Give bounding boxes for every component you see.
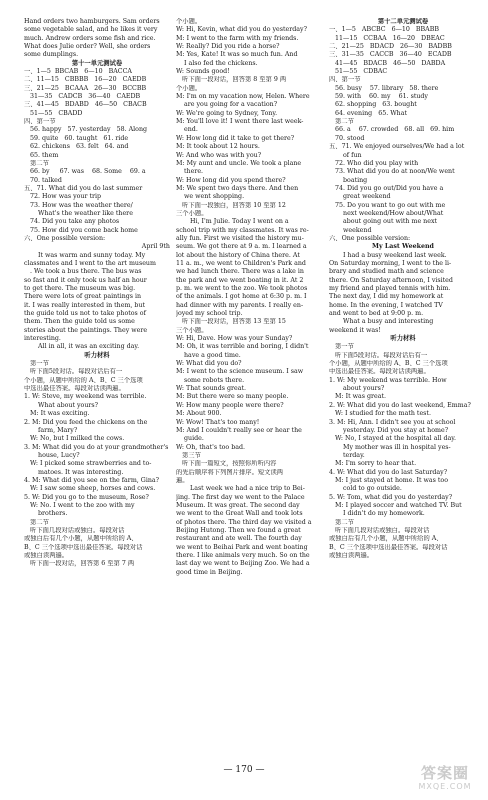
section-heading: 第十一单元测试卷 — [71, 59, 123, 67]
text-line: lot about the history of China there. At — [176, 251, 300, 259]
text-line: I didn't do my homework. — [329, 510, 425, 518]
text-line: I had a busy weekend last week. — [329, 251, 447, 259]
text-line: W: How many people were there? — [176, 401, 284, 409]
text-line: 遍。 — [176, 476, 189, 484]
text-line: 73. How was the weather there/ — [24, 201, 133, 209]
text-line: W: Really? Did you ride a horse? — [176, 43, 280, 51]
text-line: 73. What did you do at noon/We went — [329, 168, 455, 176]
text-line: we had lunch there. There was a lake in — [176, 268, 304, 276]
text-line: about going out with me next — [329, 218, 438, 226]
text-line: 或独白读两遍。 — [329, 552, 374, 559]
text-line: Last week we had a nice trip to Bei- — [176, 485, 305, 493]
text-line: 二、21—25 BDACD 26—30 BADBB — [329, 43, 452, 51]
text-line: What a busy and interesting — [329, 318, 434, 326]
text-line: All in all, it was an exciting day. — [24, 343, 140, 351]
text-line: of the animals. I got home at 6:30 p. m. I — [176, 293, 307, 301]
text-line: W: I saw some sheep, horses and cows. — [24, 485, 156, 493]
text-line: boating — [329, 176, 368, 184]
text-line: 三、21—25 BCAAA 26—30 BCCBB — [24, 84, 147, 92]
text-line: 一、1—5 BBCAB 6—10 BACCA — [24, 68, 132, 76]
text-line: 第三节 — [176, 451, 201, 459]
text-line: Beijing Hutong. Then we found a great — [176, 526, 301, 534]
text-line: about yours? — [329, 385, 385, 393]
text-line: 第二节 — [24, 159, 49, 167]
text-line: 56. happy 57. yesterday 58. Along — [24, 126, 148, 134]
section-heading: 第十二单元测试卷 — [377, 18, 429, 25]
text-line: house, Lucy? — [24, 451, 80, 459]
text-line: What does Julie order? Well, she orders — [24, 43, 151, 51]
text-line: 62. shopping 63. bought — [329, 101, 417, 109]
text-line: M: We spent two days there. And then — [176, 184, 299, 192]
text-line: 中选出最佳答案。每段对话读两遍。 — [24, 385, 125, 393]
text-line: W: Hi, Kevin, what did you do yesterday? — [176, 26, 307, 34]
text-line: 59. quite 60. taught 61. ride — [24, 134, 129, 142]
text-line: M: I'm sorry to hear that. — [329, 460, 417, 468]
text-line: 听下面几段对话或独白。每段对话 — [24, 526, 125, 534]
text-line: 66. a 67. crowded 68. all 69. him — [329, 126, 455, 134]
text-line: some dumplings. — [24, 51, 79, 59]
text-line: W: How long did you spend there? — [176, 176, 286, 184]
text-line: 第二节 — [329, 118, 354, 126]
text-line: On Saturday morning, I went to the li- — [329, 259, 452, 267]
text-line: 第二节 — [24, 518, 49, 526]
text-line: 65. them — [24, 151, 59, 159]
text-line: interesting. — [24, 335, 61, 343]
text-line: W: I studied for the math test. — [329, 410, 431, 418]
text-line: 第一节 — [329, 343, 354, 351]
text-line: W: No, I stayed at the hospital all day. — [329, 435, 456, 443]
text-line: the park and we went boating in it. At 2 — [176, 276, 304, 284]
text-line: 11—15 CCBAA 16—20 DBEAC — [329, 34, 445, 42]
text-line: 1. W: My weekend was terrible. How — [329, 376, 447, 384]
text-line: 五、71. What did you do last summer — [24, 184, 143, 192]
text-line: we went to Beihai Park and went boating — [176, 543, 308, 551]
text-line: 听下面一段对话，回答第 6 至第 7 两 — [24, 560, 135, 568]
watermark-logo — [408, 764, 482, 794]
text-line: 64. evening 65. What — [329, 109, 408, 117]
text-line: restaurant and ate well. The fourth day — [176, 535, 302, 543]
section-banner: 听力材料 — [84, 351, 110, 359]
text-line: Hi, I'm Julie. Today I went on a — [176, 218, 289, 226]
text-line: W: Hi, Dave. How was your Sunday? — [176, 335, 293, 343]
text-line: M: I'm on my vacation now, Helen. Where — [176, 93, 310, 101]
text-line: brary and studied math and science — [329, 268, 444, 276]
column-left — [24, 18, 170, 758]
text-line: 三个小题。 — [176, 326, 208, 334]
text-line: M: About 900. — [176, 410, 222, 418]
text-line: 2. M: Did you feed the chickens on the — [24, 418, 148, 426]
section-heading: My Last Weekend — [372, 243, 434, 251]
text-line: 个小题。 — [176, 84, 202, 92]
text-line: M: It was great. — [329, 393, 387, 401]
text-line: so fast and it only took us half an hour — [24, 276, 147, 284]
text-line: 个小题。 — [176, 18, 202, 25]
text-line: W: No, but I milked the cows. — [24, 435, 125, 443]
text-line: 或独白后有几个小题，从题中所给的 A、 — [24, 535, 138, 543]
text-line: matoes. It was interesting. — [24, 468, 124, 476]
text-line: 第一节 — [24, 360, 49, 368]
text-line: 5. W: Tom, what did you do yesterday? — [329, 493, 453, 501]
text-line: 的先后顺序将下列图片排序。短文读两 — [176, 468, 284, 476]
text-line: 66. by 67. was 68. Some 69. a — [24, 168, 146, 176]
text-line: 第二节 — [329, 518, 354, 526]
text-line: 六、One possible version: — [329, 234, 411, 242]
text-line: of photos there. The third day we visited a — [176, 518, 312, 526]
text-line: them. Then the guide told us some — [24, 318, 135, 326]
text-line: farm, Mary? — [24, 426, 78, 434]
text-line: yesterday. Did you stay at home? — [329, 426, 449, 434]
text-line: seum. We got there at 9 a. m. I learned a — [176, 243, 307, 251]
text-line: W: Wow! That's too many! — [176, 418, 260, 426]
text-line: M: Oh, it was terrible and boring, I didn't — [176, 343, 309, 351]
text-line: 56. busy 57. library 58. there — [329, 84, 439, 92]
text-line: 51—55 CDBAC — [329, 68, 388, 76]
text-line: 72. How was your trip — [24, 193, 102, 201]
text-line: cold to go outside. — [329, 485, 402, 493]
text-line: 75. How did you come back home — [24, 226, 138, 234]
text-line: 4. W: What did you do last Saturday? — [329, 468, 448, 476]
text-line: 或独白读两遍。 — [24, 552, 69, 559]
text-line: 个小题，从题中所给的 A、B、C 三个选项 — [24, 376, 143, 384]
text-line: M: I played soccer and watched TV. But — [329, 501, 462, 509]
text-line: ally fun. First we visited the history mu- — [176, 234, 304, 242]
column-right — [329, 18, 477, 758]
text-line: p. m. we went to the zoo. We took photos — [176, 285, 308, 292]
text-line: W: I picked some strawberries and to- — [24, 460, 152, 468]
text-line: home. In the evening, I watched TV — [329, 301, 443, 309]
text-line: 三、31—35 CACCB 36—40 ECADB — [329, 51, 452, 59]
text-line: M: It was exciting. — [24, 410, 90, 418]
text-line: end. — [176, 126, 198, 134]
watermark-url: MXQE.COM — [418, 782, 472, 791]
text-line: M: I went to the science museum. I saw — [176, 368, 304, 376]
text-line: jing. The first day we went to the Palace — [176, 493, 305, 501]
text-line: W: We're going to Sydney, Tony. — [176, 109, 278, 117]
text-line: . We took a bus there. The bus was — [24, 268, 142, 276]
text-line: we went shopping. — [176, 193, 245, 201]
text-line: 中选出最佳答案。每段对话读两遍。 — [329, 368, 430, 376]
text-line: school trip with my classmates. It was re- — [176, 226, 309, 234]
text-line: M: You'll love it! I went there last week- — [176, 118, 304, 126]
text-line: 11 a. m., we went to Children's Park and — [176, 259, 306, 267]
text-line: my friend and played tennis with him. — [329, 285, 451, 292]
text-line: M: It took about 12 hours. — [176, 143, 260, 151]
text-line: brothers. — [24, 510, 68, 518]
text-line: M: Yes, Kate! It was so much fun. And — [176, 51, 298, 59]
text-line: have a good time. — [176, 351, 241, 359]
text-line: 听下面5段对话。每段对话后有一 — [329, 351, 428, 359]
text-line: had dinner with my parents. I really en- — [176, 301, 304, 309]
text-line: What about yours? — [24, 401, 99, 409]
text-line: and went to bed at 9:00 p. m. — [329, 310, 424, 318]
text-line: good time in Beijing. — [176, 568, 243, 576]
column-middle — [176, 18, 326, 758]
text-line: M: I just stayed at home. It was too — [329, 476, 449, 484]
text-line: 3. M: Hi, Ann. I didn't see you at school — [329, 418, 456, 426]
text-line: I also fed the chickens. — [176, 59, 258, 67]
text-line: great weekend — [329, 193, 391, 201]
text-line: W: No. I went to the zoo with my — [24, 501, 135, 509]
text-line: 4. M: What did you see on the farm, Gina? — [24, 476, 160, 484]
text-line: much. Andrew orders some fish and rice. — [24, 34, 156, 42]
text-line: 72. Who did you play with — [329, 159, 419, 167]
text-line: The next day, I did my homework at — [329, 293, 444, 301]
text-line: are you going for a vacation? — [176, 101, 278, 109]
text-line: to get there. The museum was big. — [24, 285, 136, 292]
text-line: there. — [176, 168, 204, 176]
text-line: What's the weather like there — [24, 209, 133, 217]
text-line: April 9th — [141, 243, 170, 251]
text-line: 74. Did you take any photos — [24, 218, 120, 226]
text-line: M: And I couldn't really see or hear the — [176, 426, 302, 434]
text-line: 三、41—45 BDABD 46—50 CBACB — [24, 101, 147, 109]
text-line: weekend it was! — [329, 326, 381, 334]
text-line: 41—45 BDACB 46—50 DABDA — [329, 59, 446, 67]
text-line: classmates and I went to the art museum — [24, 259, 156, 267]
text-line: My mother was ill in hospital yes- — [329, 443, 451, 451]
section-banner: 听力材料 — [390, 335, 416, 343]
text-line: some robots there. — [176, 376, 245, 384]
text-line: 个小题，从题中所给的 A、B、C 三个选项 — [329, 360, 448, 368]
text-line: 四、第一节 — [329, 76, 361, 84]
text-line: W: And who was with you? — [176, 151, 262, 159]
text-line: Museum. It was great. The second day — [176, 501, 300, 509]
text-line: stories about the paintings. They were — [24, 326, 148, 334]
text-line: W: How long did it take to get there? — [176, 134, 295, 142]
text-line: B、C 三个选项中选出最佳答案。每段对话 — [24, 543, 143, 551]
text-line: 5. W: Did you go to the museum, Rose? — [24, 493, 149, 501]
text-line: weekend — [329, 226, 372, 234]
text-line: 听下面5段对话。每段对话后有一 — [24, 368, 123, 376]
text-line: terday. — [329, 451, 365, 459]
text-line: next weekend/How about/What — [329, 209, 444, 217]
text-line: Hand orders two hamburgers. Sam orders — [24, 18, 160, 25]
text-line: 75. Do you want to go out with me — [329, 201, 446, 209]
text-line: 或独白后有几个小题，从题中所给的 A、 — [329, 535, 443, 543]
watermark-text: 答案圈 — [420, 764, 469, 782]
text-line: 62. chickens 63. felt 64. and — [24, 143, 129, 151]
text-line: we went to the Great Wall and took lots — [176, 510, 303, 518]
text-line: some vegetable salad, and he likes it very — [24, 26, 158, 34]
text-line: there. I like animals very much. So on the — [176, 552, 310, 559]
text-line: 1. W: Steve, my weekend was terrible. — [24, 393, 147, 401]
text-line: joyed my school trip. — [176, 310, 243, 318]
text-line: last day we went to Beijing Zoo. We had a — [176, 560, 310, 568]
text-line: 听下面一篇短文，按照你所听内容 — [176, 460, 277, 468]
text-line: W: Sounds good! — [176, 68, 230, 76]
text-line: 70. stood — [329, 134, 365, 142]
text-line: 六、One possible version: — [24, 234, 106, 242]
text-line: 四、第一节 — [24, 118, 56, 126]
text-line: W: What did you do? — [176, 360, 242, 368]
text-line: there. On Saturday afternoon, I visited — [329, 276, 453, 284]
text-line: 3. M: What did you do at your grandmother's — [24, 443, 169, 451]
text-line: 二、11—15 CBBBB 16—20 CAEDB — [24, 76, 147, 84]
text-line: of fun — [329, 151, 362, 159]
text-line: It was warm and sunny today. My — [24, 251, 146, 259]
text-line: 听下面一段对话，回答第 13 至第 15 — [176, 318, 286, 326]
text-line: B、C 三个选项中选出最佳答案。每段对话 — [329, 543, 448, 551]
text-line: 五、71. We enjoyed ourselves/We had a lot — [329, 143, 465, 151]
text-line: 59. with 60. my 61. study — [329, 93, 428, 101]
text-line: M: I went to the farm with my friends. — [176, 34, 299, 42]
text-line: 70. talked — [24, 176, 62, 184]
text-line: 2. W: What did you do last weekend, Emma? — [329, 401, 471, 409]
text-line: 51—55 CBADD — [24, 109, 83, 117]
text-line: W: Oh, that's too bad. — [176, 443, 246, 451]
text-line: 31—35 CADCB 36—40 CAEDB — [24, 93, 141, 101]
text-line: 一、1—5 ABCBC 6—10 BBABB — [329, 26, 439, 34]
text-line: 听下面一段独白，回答第 10 至第 12 — [176, 201, 286, 209]
text-line: 74. Did you go out/Did you have a — [329, 184, 444, 192]
text-line: W: That sounds great. — [176, 385, 247, 393]
text-line: it. I was really interested in them, but — [24, 301, 146, 309]
text-line: 三个小题。 — [176, 209, 208, 217]
text-line: guide. — [176, 435, 204, 443]
text-line: 听下面几段对话或独白。每段对话 — [329, 526, 430, 534]
text-line: There were lots of great paintings in — [24, 293, 142, 301]
text-line: 听下面一段对话，回答第 8 至第 9 两 — [176, 76, 287, 84]
text-line: M: My aunt and uncle. We took a plane — [176, 159, 302, 167]
text-line: M: But there were so many people. — [176, 393, 289, 401]
text-line: the guide told us not to take photos of — [24, 310, 146, 318]
page-number: — 170 — — [223, 765, 265, 775]
